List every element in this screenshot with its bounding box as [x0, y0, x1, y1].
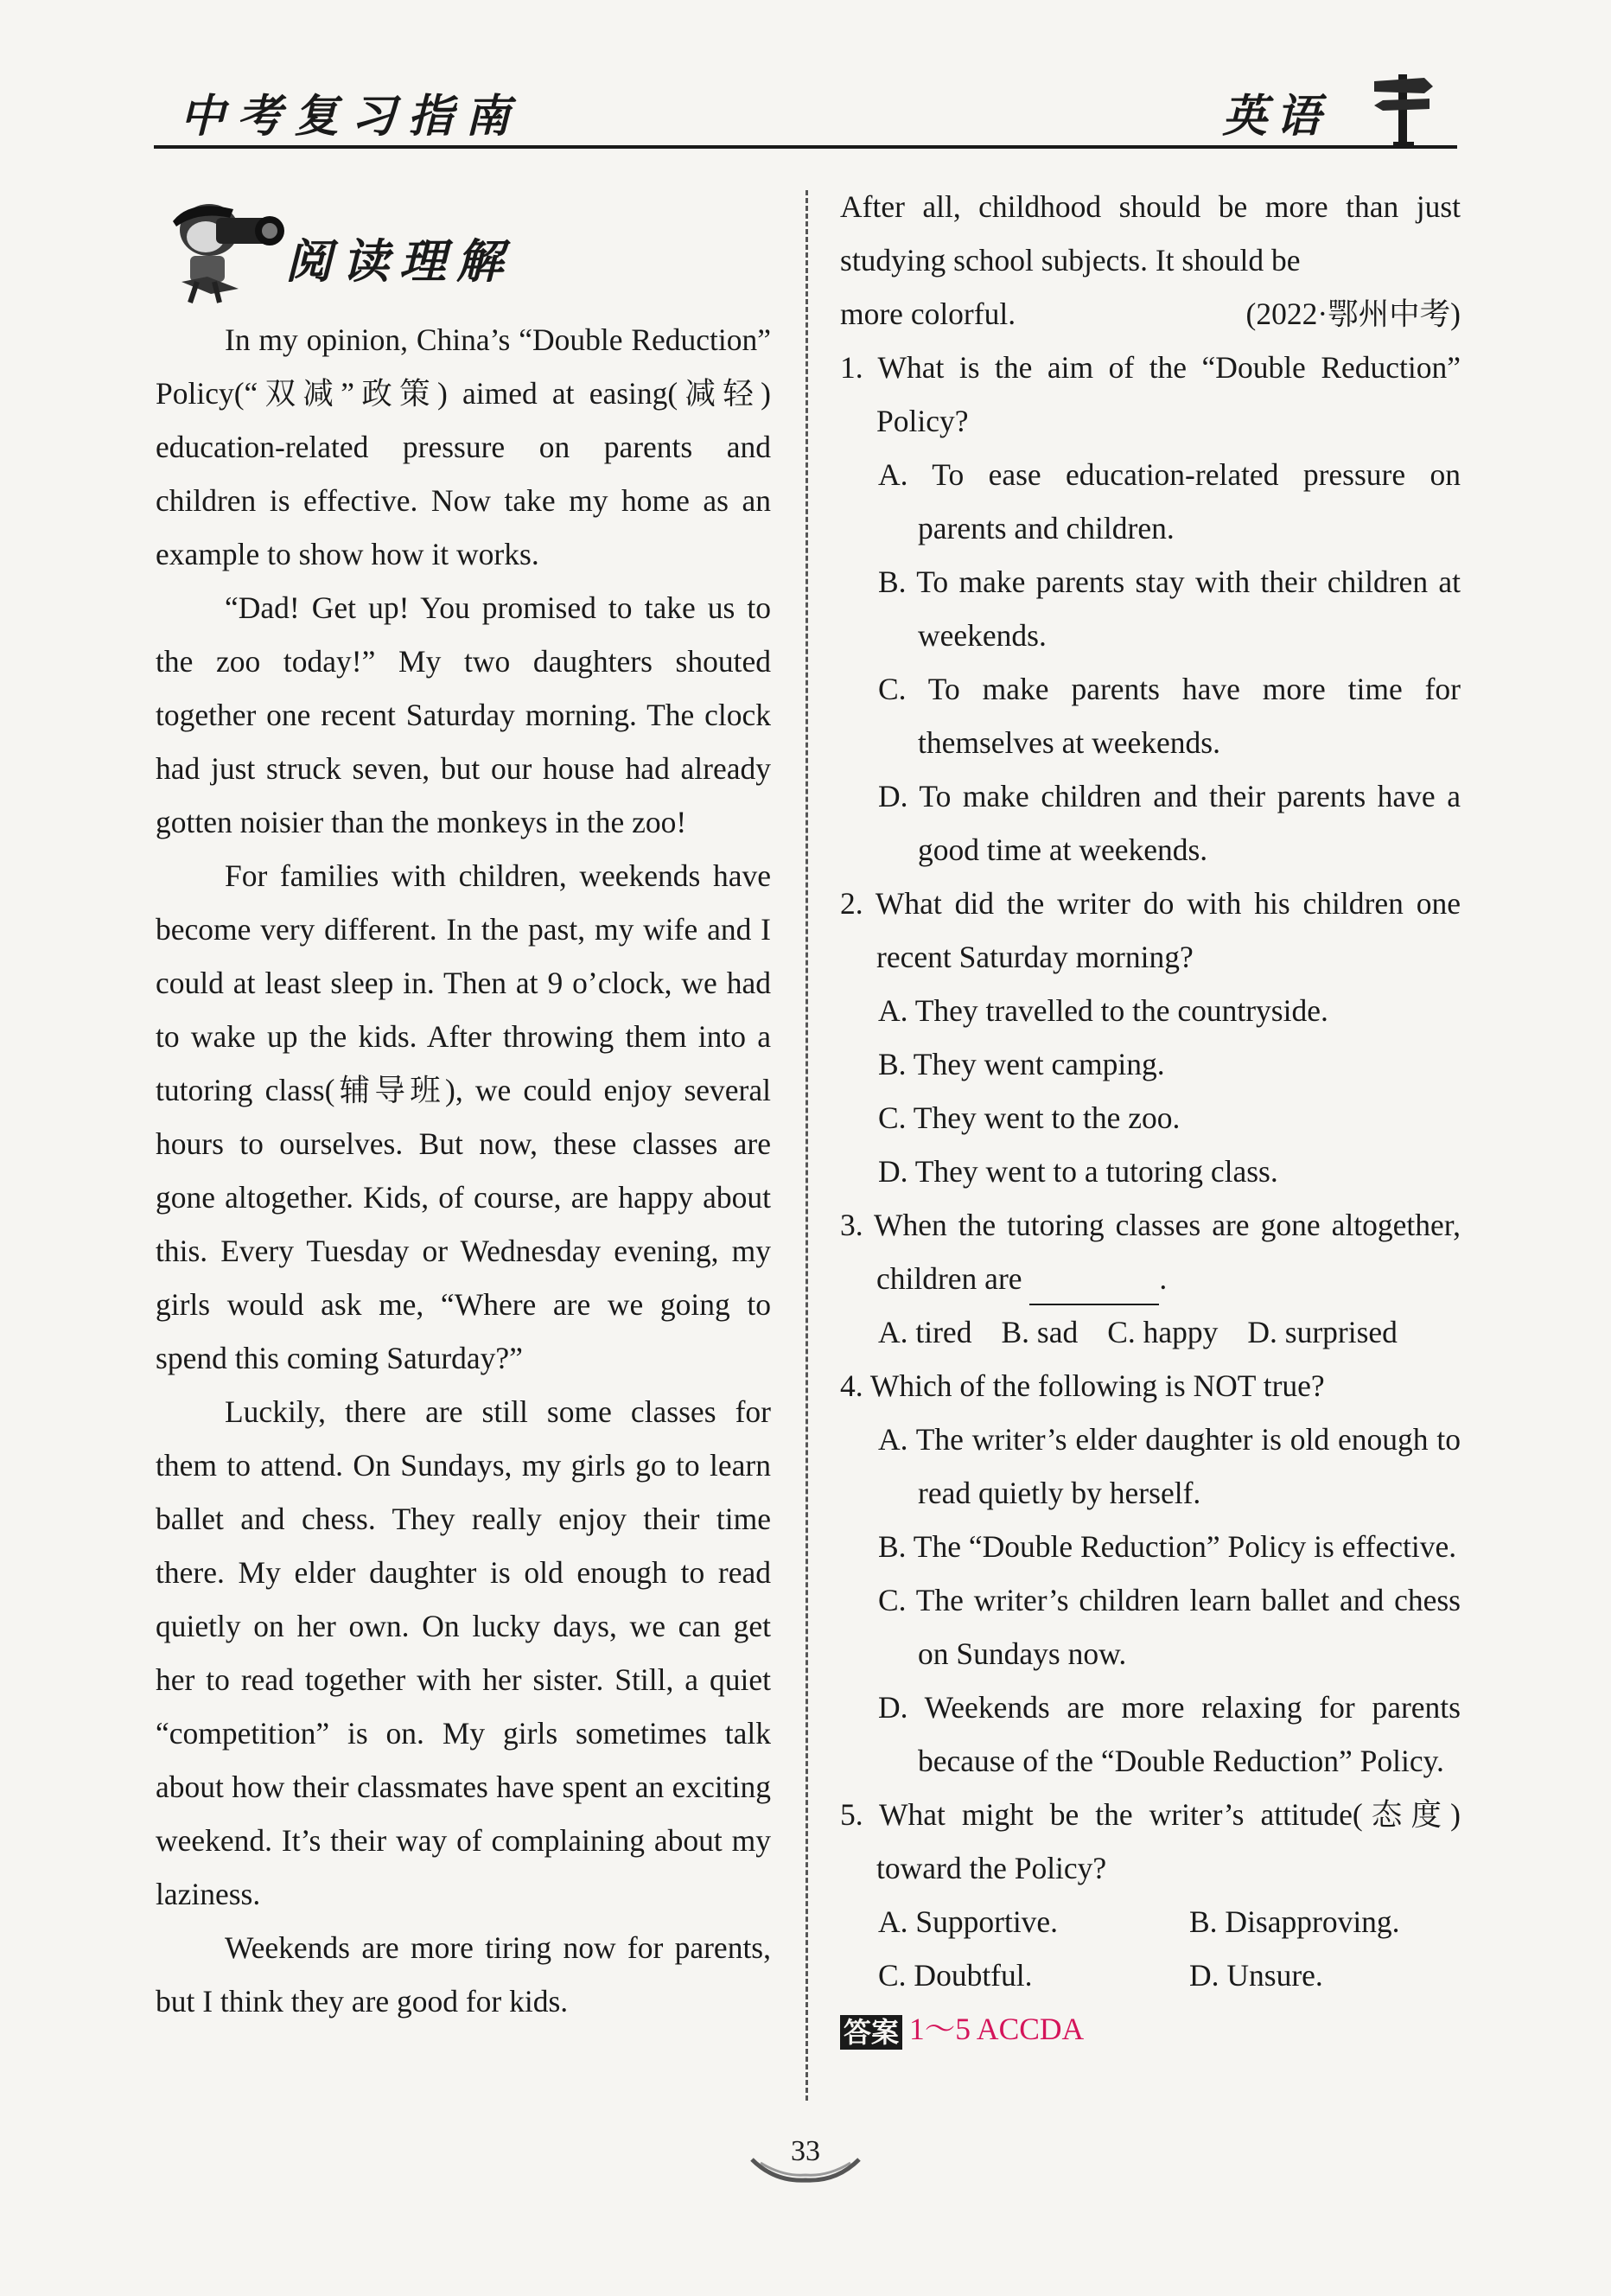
answer-option: C. The writer’s children learn ballet and chess on Sundays now. [878, 1583, 1461, 1671]
answer-option: B. sad [1001, 1315, 1079, 1349]
answer-option: B. Disapproving. [1189, 1904, 1400, 1939]
answer-option: D. They went to a tutoring class. [878, 1154, 1278, 1189]
answer-option: A. To ease education-related pressure on parents and children. [878, 457, 1461, 545]
section-heading [156, 192, 519, 304]
source-citation: (2022·鄂州中考) [1245, 297, 1461, 331]
passage-paragraph: Weekends are more tiring now for parents, but I think they are good for kids. [156, 1930, 771, 2019]
answer-options-row [840, 1305, 1461, 1359]
answer-text: 1～5 ACCDA [909, 2012, 1085, 2046]
question-4 [840, 1359, 1461, 1788]
page-number-ornament-icon [748, 2151, 863, 2185]
question-3 [840, 1198, 1461, 1359]
book-title: 中考复习指南 [180, 90, 523, 143]
photographer-mascot-icon [156, 192, 285, 304]
answer-option: B. To make parents stay with their children at weekends. [878, 564, 1461, 653]
answer-option: C. happy [1107, 1315, 1219, 1349]
questions-right-column [840, 180, 1461, 2056]
answer-option: C. They went to the zoo. [878, 1100, 1181, 1135]
section-title: 阅读理解 [285, 233, 513, 289]
question-stem: 4. Which of the following is NOT true? [840, 1368, 1325, 1403]
passage-continuation-end: more colorful. [840, 297, 1016, 331]
passage-paragraph: In my opinion, China’s “Double Reduction” Policy(“双减”政策) aimed at easing(减轻) education-related pressure on parents and children is effective. Now take my home as an example to show how it works. [156, 322, 771, 571]
answer-options-grid [840, 1895, 1461, 2002]
answer-option: D. Unsure. [1189, 1958, 1323, 1993]
answer-option: A. Supportive. [878, 1904, 1059, 1939]
answer-label: 答案 [840, 2015, 902, 2050]
passage-paragraph: Luckily, there are still some classes for them to attend. On Sundays, my girls go to learn ballet and chess. They really enjoy their time there. My elder daughter is old enough to read quietly on her own. On lucky days, we can get her to read together with her sister. Still, a quiet “competition” is on. My girls sometimes talk about how their classmates have spent an exciting weekend. It’s their way of complaining about my laziness. [156, 1394, 771, 1911]
column-divider [806, 190, 808, 2101]
subject-title: 英语 [1221, 90, 1329, 143]
passage-continuation: After all, childhood should be more than just studying school subjects. It should be [840, 189, 1461, 277]
passage-left-column [156, 313, 771, 2028]
question-stem-end: . [1159, 1261, 1168, 1296]
header-rule [154, 145, 1457, 149]
answer-key [840, 2002, 1461, 2056]
page-number: 33 [791, 2135, 820, 2167]
passage-end-line [840, 287, 1461, 341]
question-5 [840, 1788, 1461, 2002]
question-stem: 2. What did the writer do with his children one recent Saturday morning? [840, 886, 1461, 974]
question-stem: 1. What is the aim of the “Double Reduction” Policy? [840, 350, 1461, 438]
passage-paragraph: “Dad! Get up! You promised to take us to the zoo today!” My two daughters shouted together one recent Saturday morning. The clock had just struck seven, but our house had already gotten noisier than the monkeys in the zoo! [156, 590, 771, 839]
question-stem: 5. What might be the writer’s attitude(态度) toward the Policy? [840, 1797, 1461, 1885]
answer-option: D. surprised [1247, 1315, 1398, 1349]
page-header [154, 76, 1457, 149]
question-1 [840, 341, 1461, 877]
question-stem-text: 3. When the tutoring classes are gone altogether, children are [840, 1208, 1461, 1296]
answer-option: C. Doubtful. [878, 1958, 1033, 1993]
answer-blank [1029, 1269, 1159, 1305]
question-stem [840, 1198, 1461, 1305]
answer-option: A. They travelled to the countryside. [878, 993, 1328, 1028]
question-2 [840, 877, 1461, 1198]
signpost-icon [1369, 66, 1438, 149]
answer-option: C. To make parents have more time for themselves at weekends. [878, 672, 1461, 760]
answer-option: A. tired [878, 1315, 972, 1349]
passage-paragraph: For families with children, weekends have become very different. In the past, my wife and I could at least sleep in. Then at 9 o’clock, we had to wake up the kids. After throwing them into a tutoring class(辅导班), we could enjoy several hours to ourselves. But now, these classes are gone altogether. Kids, of course, are happy about this. Every Tuesday or Wednesday evening, my girls would ask me, “Where are we going to spend this coming Saturday?” [156, 858, 771, 1375]
answer-option: D. To make children and their parents have a good time at weekends. [878, 779, 1461, 867]
answer-option: A. The writer’s elder daughter is old enough to read quietly by herself. [878, 1422, 1461, 1510]
answer-option: D. Weekends are more relaxing for parents because of the “Double Reduction” Policy. [878, 1690, 1461, 1778]
answer-option: B. They went camping. [878, 1047, 1165, 1081]
answer-option: B. The “Double Reduction” Policy is effective. [878, 1529, 1457, 1564]
